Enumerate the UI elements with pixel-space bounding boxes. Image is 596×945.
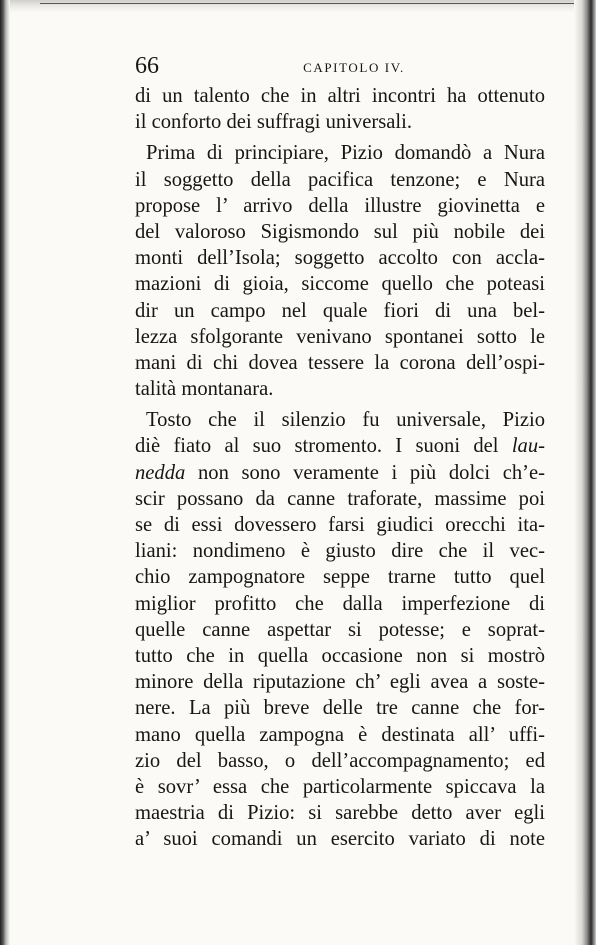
text-line: chio zampognatore seppe trarne tutto quel — [135, 566, 545, 589]
text-line — [135, 460, 545, 486]
text-line: di un talento che in altri incontri ha ottenuto — [135, 85, 545, 107]
paragraph-1 — [135, 83, 545, 135]
text-run: non sono veramente i più dolci ch’e- — [185, 461, 545, 484]
text-line: a’ suoi comandi un esercito variato di note — [135, 828, 545, 851]
running-head-chapter: CAPITOLO IV. — [303, 60, 405, 75]
page-header — [135, 51, 545, 85]
text-line: il conforto dei suffragi universali. — [135, 111, 412, 134]
page-top-shadow — [0, 0, 596, 12]
text-line: mano quella zampogna è destinata all’ uffi- — [135, 723, 545, 746]
text-line: quelle canne aspettar si potesse; e soprat- — [135, 618, 545, 641]
text-line: tutto che in quella occasione non si mostrò — [135, 644, 545, 667]
page-number: 66 — [135, 53, 159, 79]
text-line: mani di chi dovea tessere la corona dell’ospi- — [135, 351, 545, 374]
text-line: talità montanara. — [135, 378, 274, 401]
page-left-binding-shadow — [0, 0, 10, 945]
text-line: è sovr’ essa che particolarmente spiccava la — [135, 775, 545, 798]
text-line — [135, 433, 545, 459]
text-line: nere. La più breve delle tre canne che for- — [135, 697, 545, 720]
italic-word: lau- — [511, 435, 545, 458]
text-line: propose l’ arrivo della illustre giovinetta e — [135, 194, 545, 217]
text-run: diè fiato al suo stromento. I suoni del — [135, 435, 512, 458]
text-line: monti dell’Isola; soggetto accolto con accla- — [135, 247, 545, 270]
text-line: maestria di Pizio: si sarebbe detto aver egli — [135, 802, 545, 825]
text-line: Tosto che il silenzio fu universale, Pizio — [146, 409, 545, 432]
page-top-edge-line — [40, 3, 596, 4]
body-text — [135, 83, 545, 852]
text-line: liani: nondimeno è giusto dire che il vec- — [135, 540, 545, 563]
italic-word: nedda — [135, 461, 186, 484]
text-line: il soggetto della pacifica tenzone; e Nura — [135, 168, 545, 191]
text-line: del valoroso Sigismondo sul più nobile dei — [135, 220, 545, 243]
paragraph-2 — [135, 140, 545, 402]
text-line: minore della riputazione ch’ egli avea a soste- — [135, 671, 545, 694]
text-line: zio del basso, o dell’accompagnamento; ed — [135, 749, 545, 772]
page-right-edge-shadow — [574, 0, 596, 945]
paragraph-3 — [135, 407, 545, 852]
text-line: scir possano da canne traforate, massime poi — [135, 487, 545, 510]
text-line: miglior profitto che dalla imperfezione di — [135, 592, 545, 615]
text-line: lezza sfolgorante venivano spontanei sotto le — [135, 325, 545, 348]
text-line: dir un campo nel quale fiori di una bel- — [135, 299, 545, 322]
text-line: se di essi dovessero farsi giudici orecchi ita- — [135, 514, 545, 536]
text-line: mazioni di gioia, siccome quello che poteasi — [135, 273, 545, 296]
text-line: Prima di principiare, Pizio domandò a Nura — [146, 142, 545, 165]
